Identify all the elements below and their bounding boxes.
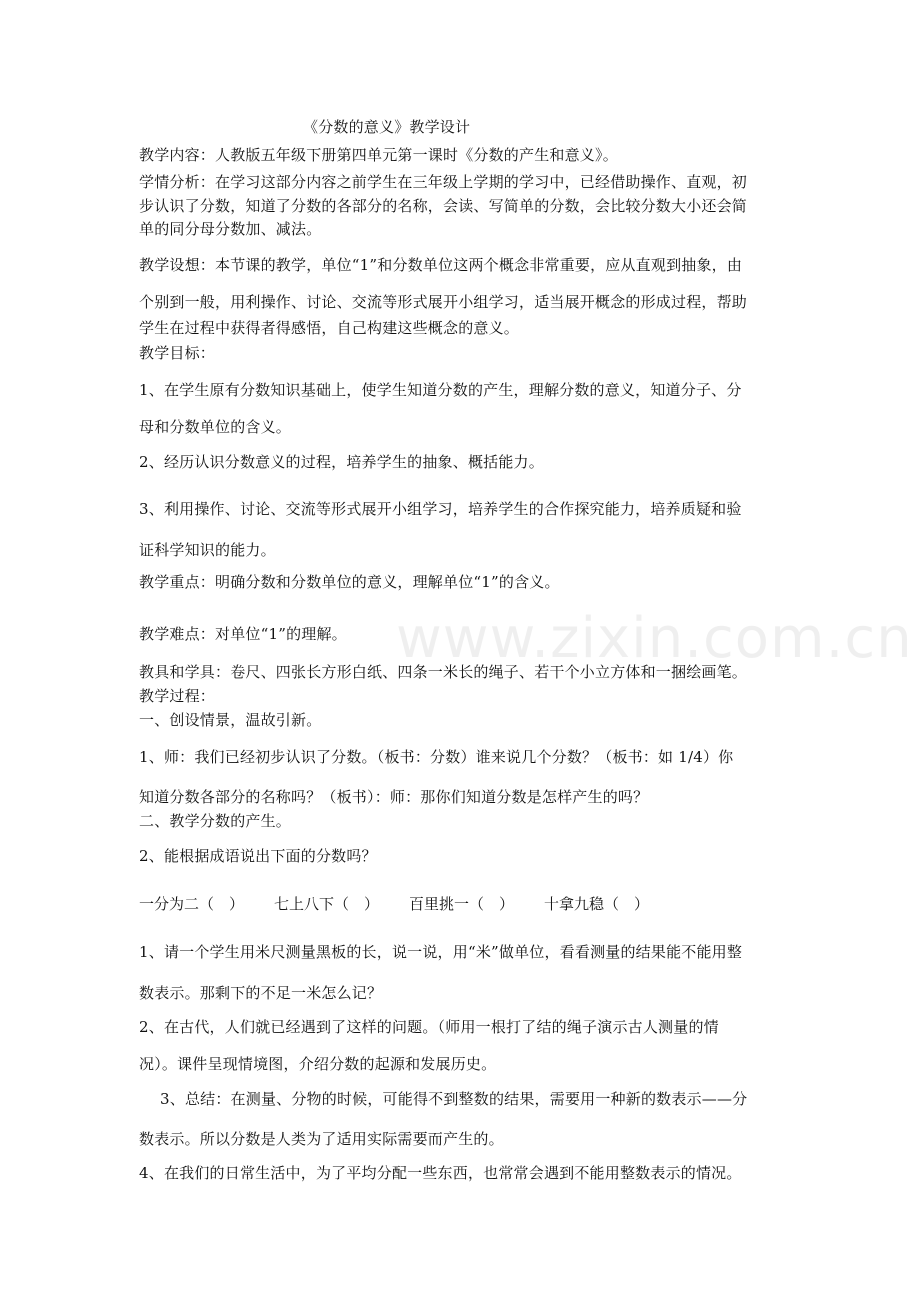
- summary-line-2: 数表示。所以分数是人类为了适用实际需要而产生的。: [139, 1130, 504, 1148]
- teaching-aids: 教具和学具：卷尺、四张长方形白纸、四条一米长的绳子、若干个小立方体和一捆绘画笔。: [139, 663, 748, 681]
- measure-line-2: 数表示。那剩下的不足一米怎么记？: [139, 984, 383, 1002]
- step-2-question: 2、能根据成语说出下面的分数吗？: [139, 847, 377, 865]
- section-1-heading: 一、创设情景，温故引新。: [139, 711, 322, 729]
- analysis-line-2: 步认识了分数，知道了分数的各部分的名称，会读、写简单的分数，会比较分数大小还会简: [139, 197, 748, 215]
- objective-1-line-1: 1、在学生原有分数知识基础上，使学生知道分数的产生，理解分数的意义，知道分子、分: [139, 381, 742, 399]
- idiom-item: 百里挑一（ ）: [409, 895, 515, 913]
- idea-line-1: 教学设想：本节课的教学，单位“1”和分数单位这两个概念非常重要，应从直观到抽象，由: [139, 256, 743, 274]
- objective-3-line-1: 3、利用操作、讨论、交流等形式展开小组学习，培养学生的合作探究能力，培养质疑和验: [139, 500, 742, 518]
- idiom-item: 七上八下（ ）: [274, 895, 380, 913]
- measure-line-1: 1、请一个学生用米尺测量黑板的长，说一说，用“米”做单位，看看测量的结果能不能用整: [139, 943, 743, 961]
- document-title: 《分数的意义》教学设计: [303, 118, 471, 136]
- idiom-row: [139, 894, 679, 914]
- analysis-line-3: 单的同分母分数加、减法。: [139, 220, 322, 238]
- idiom-item: 一分为二（ ）: [139, 895, 245, 913]
- history-line-2: 况）。课件呈现情境图，介绍分数的起源和发展历史。: [139, 1055, 497, 1073]
- idea-line-2: 个别到一般，用利操作、讨论、交流等形式展开小组学习，适当展开概念的形成过程，帮助: [139, 293, 748, 311]
- summary-line-1: 3、总结：在测量、分物的时候，可能得不到整数的结果，需要用一种新的数表示——分: [160, 1090, 748, 1108]
- watermark: www.zixin.com.cn: [396, 606, 913, 671]
- objectives-heading: 教学目标：: [139, 344, 216, 362]
- analysis-line-1: 学情分析：在学习这部分内容之前学生在三年级上学期的学习中，已经借助操作、直观，初: [139, 173, 748, 191]
- daily-life-line: 4、在我们的日常生活中，为了平均分配一些东西，也常常会遇到不能用整数表示的情况。: [139, 1164, 742, 1182]
- objective-3-line-2: 证科学知识的能力。: [139, 541, 276, 559]
- history-line-1: 2、在古代，人们就已经遇到了这样的问题。（师用一根打了结的绳子演示古人测量的情: [139, 1018, 719, 1036]
- key-point: 教学重点：明确分数和分数单位的意义，理解单位“1”的含义。: [139, 573, 560, 591]
- section-2-heading: 二、教学分数的产生。: [139, 812, 292, 830]
- process-heading: 教学过程：: [139, 687, 216, 705]
- teaching-content-line: 教学内容：人教版五年级下册第四单元第一课时《分数的产生和意义》。: [139, 146, 618, 164]
- idiom-item: 十拿九稳（ ）: [544, 895, 650, 913]
- difficult-point: 教学难点：对单位“1”的理解。: [139, 625, 347, 643]
- step-1-line-2: 知道分数各部分的名称吗？（板书）：师：那你们知道分数是怎样产生的吗？: [139, 788, 649, 806]
- objective-2: 2、经历认识分数意义的过程，培养学生的抽象、概括能力。: [139, 453, 544, 471]
- idea-line-3: 学生在过程中获得者得感悟，自己构建这些概念的意义。: [139, 319, 520, 337]
- objective-1-line-2: 母和分数单位的含义。: [139, 418, 292, 436]
- step-1-line-1: 1、师：我们已经初步认识了分数。（板书：分数）谁来说几个分数？（板书：如 1/4）你: [139, 748, 734, 766]
